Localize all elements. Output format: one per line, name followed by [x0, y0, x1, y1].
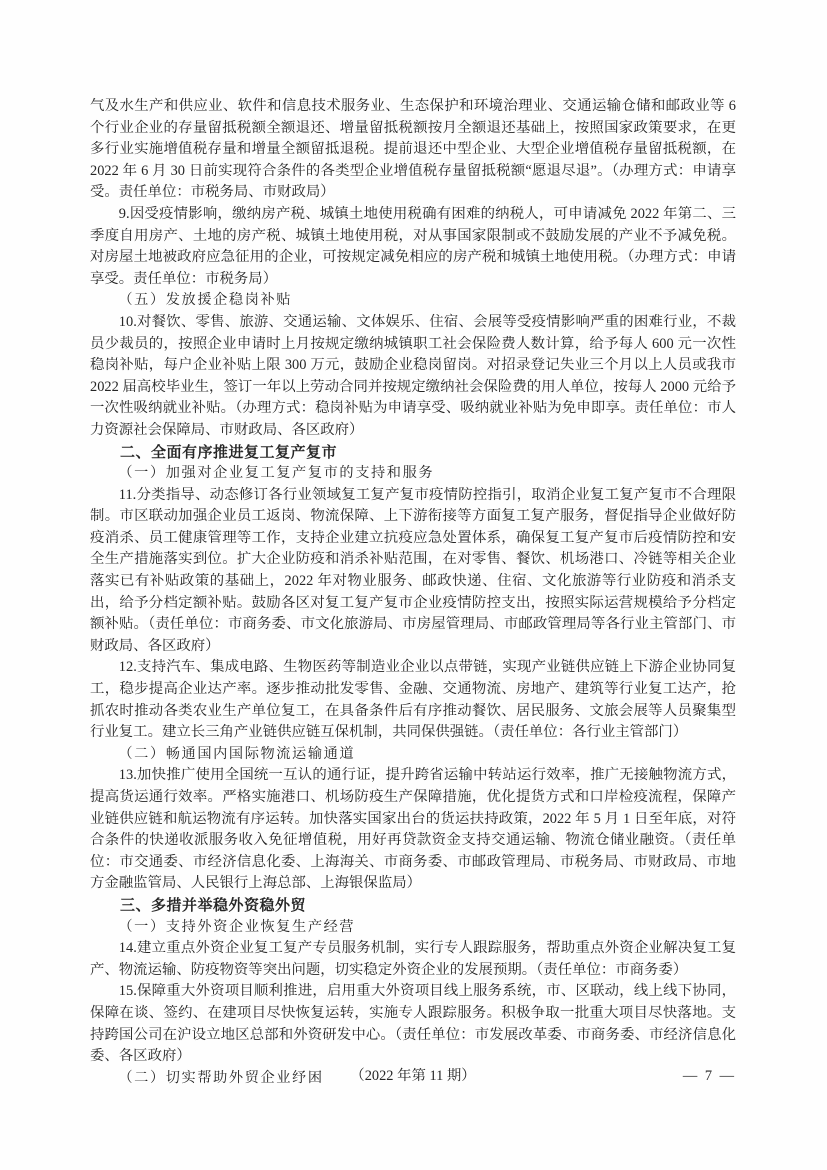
paragraph-item-14: 14.建立重点外资企业复工复产专员服务机制，实行专人跟踪服务，帮助重点外资企业解决复工复产、物流运输、防疫物资等突出问题，切实稳定外资企业的发展预期。（责任单位：市商务委） [90, 940, 736, 978]
section-heading-3: 三、多措并举稳外资稳外贸 [120, 896, 307, 914]
page-footer [90, 1066, 736, 1086]
subsection-heading-1-5: （五）发放援企稳岗补贴 [118, 292, 293, 309]
subsection-heading-3-2: （二）切实帮助外贸企业纾困 [118, 1069, 324, 1086]
section-heading-2: 二、全面有序推进复工复产复市 [120, 443, 338, 461]
paragraph-item-10: 10.对餐饮、零售、旅游、交通运输、文体娱乐、住宿、会展等受疫情影响严重的困难行业，不裁员少裁员的，按照企业申请时上月按规定缴纳城镇职工社会保险费人数计算，给予每人 600 元一次性稳岗补贴，每户企业补贴上限 300 万元，鼓励企业稳岗留岗。对招录登记失业三个月以上人员或我市 2022 届高校毕业生，签订一年以上劳动合同并按规定缴纳社会保险费的用人单位，按每人 2000 元给予一次性吸纳就业补贴。（办理方式：稳岗补贴为申请享受、吸纳就业补贴为免申即享。责任单位：市人力资源社会保障局、市财政局、各区政府） [90, 313, 736, 438]
subsection-heading-2-2: （二）畅通国内国际物流运输通道 [118, 745, 356, 762]
document-body [90, 96, 736, 1089]
paragraph-item-15: 15.保障重大外资项目顺利推进，启用重大外资项目线上服务系统，市、区联动，线上线下协同，保障在谈、签约、在建项目尽快恢复运转，实施专人跟踪服务。积极争取一批重大项目尽快落地。支持跨国公司在沪设立地区总部和外资研发中心。（责任单位：市发展改革委、市商务委、市经济信息化委、各区政府） [90, 983, 736, 1065]
footer-issue-label: （2022 年第 11 期） [350, 1068, 476, 1084]
paragraph-item-13: 13.加快推广使用全国统一互认的通行证，提升跨省运输中转站运行效率，推广无接触物流方式，提高货运通行效率。严格实施港口、机场防疫生产保障措施，优化提货方式和口岸检疫流程，保障产业链供应链和航运物流有序运转。加快落实国家出台的货运扶持政策，2022 年 5 月 1 日至年底，对符合条件的快递收派服务收入免征增值税，用好再贷款资金支持交通运输、物流仓储业融资。（责任单位：市交通委、市经济信息化委、上海海关、市商务委、市邮政管理局、市税务局、市财政局、市地方金融监管局、人民银行上海总部、上海银保监局） [90, 767, 736, 892]
paragraph-item-12: 12.支持汽车、集成电路、生物医药等制造业企业以点带链，实现产业链供应链上下游企业协同复工，稳步提高企业达产率。逐步推动批发零售、金融、交通物流、房地产、建筑等行业复工达产，抢抓农时推动各类农业生产单位复工，在具备条件后有序推动餐饮、居民服务、文旅会展等人员聚集型行业复工。建立长三角产业链供应链互保机制，共同保供强链。（责任单位：各行业主管部门） [90, 659, 736, 741]
paragraph-continuation: 气及水生产和供应业、软件和信息技术服务业、生态保护和环境治理业、交通运输仓储和邮政业等 6 个行业企业的存量留抵税额全额退还、增量留抵税额按月全额退还基础上，按照国家政策要求，在更多行业实施增值税存量和增量全额留抵退税。提前退还中型企业、大型企业增值税存量留抵税额，在 2022 年 6 月 30 日前实现符合条件的各类型企业增值税存量留抵税额“愿退尽退”。（办理方式：申请享受。责任单位：市税务局、市财政局） [90, 98, 736, 201]
footer-page-number: — 7 — [682, 1068, 736, 1084]
paragraph-item-9: 9.因受疫情影响，缴纳房产税、城镇土地使用税确有困难的纳税人，可申请减免 2022 年第二、三季度自用房产、土地的房产税、城镇土地使用税，对从事国家限制或不鼓励发展的产业不予减免税。对房屋土地被政府应急征用的企业，可按规定减免相应的房产税和城镇土地使用税。（办理方式：申请享受。责任单位：市税务局） [90, 205, 736, 287]
subsection-heading-3-1: （一）支持外资企业恢复生产经营 [118, 918, 356, 935]
paragraph-item-11: 11.分类指导、动态修订各行业领域复工复产复市疫情防控指引，取消企业复工复产复市不合理限制。市区联动加强企业员工返岗、物流保障、上下游衔接等方面复工复产服务，督促指导企业做好防疫消杀、员工健康管理等工作，支持企业建立抗疫应急处置体系，确保复工复产复市后疫情防控和安全生产措施落实到位。扩大企业防疫和消杀补贴范围，在对零售、餐饮、机场港口、冷链等相关企业落实已有补贴政策的基础上，2022 年对物业服务、邮政快递、住宿、文化旅游等行业防疫和消杀支出，给予分档定额补贴。鼓励各区对复工复产复市企业疫情防控支出，按照实际运营规模给予分档定额补贴。（责任单位：市商务委、市文化旅游局、市房屋管理局、市邮政管理局等各行业主管部门、市财政局、各区政府） [90, 486, 736, 654]
subsection-heading-2-1: （一）加强对企业复工复产复市的支持和服务 [118, 465, 435, 482]
